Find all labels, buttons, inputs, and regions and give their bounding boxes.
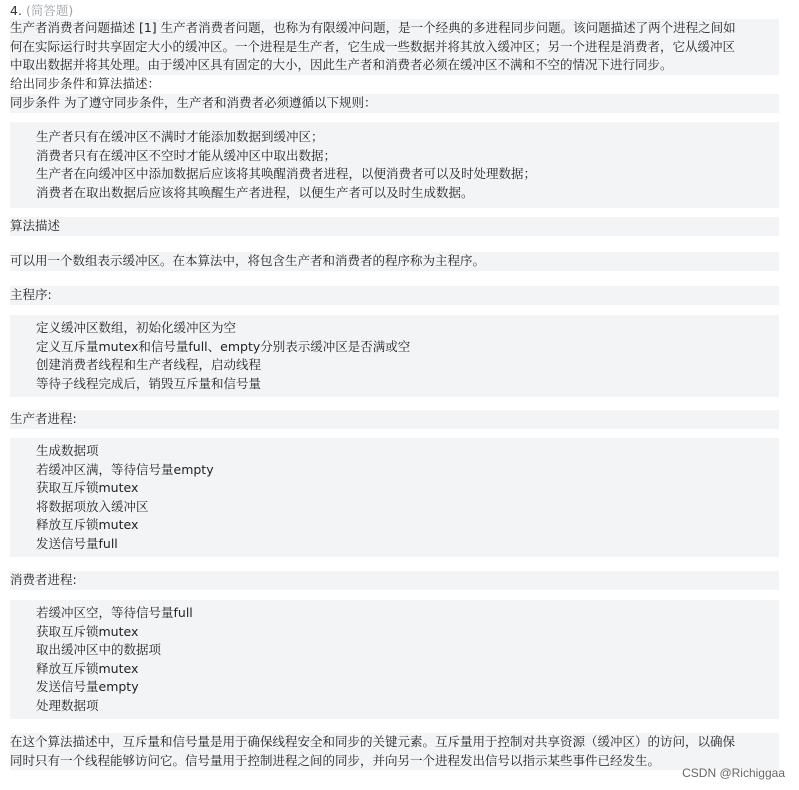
intro-line: 给出同步条件和算法描述： — [10, 75, 161, 91]
conclusion-line: 同时只有一个线程能够访问它。信号量用于控制进程之间的同步，并向另一个进程发出信号以指示某些事件已经发生。 — [10, 752, 661, 768]
intro-paragraph — [10, 19, 779, 75]
intro-line: 何在实际运行时共享固定大小的缓冲区。一个进程是生产者，它生成一些数据并将其放入缓冲区；另一个进程是消费者，它从缓冲区 — [10, 38, 736, 54]
producer-step: 释放互斥锁mutex — [36, 517, 139, 532]
sync-heading: 同步条件 为了遵守同步条件，生产者和消费者必须遵循以下规则： — [10, 94, 779, 113]
consumer-step: 获取互斥锁mutex — [36, 623, 139, 639]
producer-step: 发送信号量full — [36, 535, 118, 551]
main-heading: 主程序: — [10, 286, 779, 305]
main-step: 等待子线程完成后，销毁互斥量和信号量 — [36, 375, 262, 391]
main-step: 创建消费者线程和生产者线程，启动线程 — [36, 357, 262, 372]
algo-description: 可以用一个数组表示缓冲区。在本算法中，将包含生产者和消费者的程序称为主程序。 — [10, 252, 779, 271]
sync-rule: 生产者在向缓冲区中添加数据后应该将其唤醒消费者进程，以便消费者可以及时处理数据； — [36, 166, 537, 181]
main-step: 定义互斥量mutex和信号量full、empty分别表示缓冲区是否满或空 — [36, 338, 411, 354]
consumer-step: 发送信号量empty — [36, 679, 139, 694]
consumer-heading: 消费者进程: — [10, 571, 779, 590]
conclusion-line: 在这个算法描述中，互斥量和信号量是用于确保线程安全和同步的关键元素。互斥量用于控制对共享资源（缓冲区）的访问，以确保 — [10, 734, 736, 749]
consumer-step: 释放互斥锁mutex — [36, 660, 139, 676]
conclusion-paragraph — [10, 733, 779, 770]
question-number: 4. — [10, 3, 22, 18]
sync-rule: 消费者在取出数据后应该将其唤醒生产者进程，以便生产者可以及时生成数据。 — [36, 184, 474, 200]
main-steps-block — [10, 315, 779, 397]
consumer-step: 若缓冲区空，等待信号量full — [36, 605, 193, 620]
sync-rule: 消费者只有在缓冲区不空时才能从缓冲区中取出数据； — [36, 147, 337, 163]
algo-heading: 算法描述 — [10, 217, 779, 236]
producer-step: 将数据项放入缓冲区 — [36, 498, 149, 514]
producer-step: 生成数据项 — [36, 443, 99, 458]
intro-tail — [10, 75, 779, 94]
question-header — [10, 3, 73, 19]
intro-line: 生产者消费者问题描述 [1] 生产者消费者问题，也称为有限缓冲问题，是一个经典的多进程同步问题。该问题描述了两个进程之间如 — [10, 20, 736, 35]
producer-steps-block — [10, 438, 779, 557]
sync-rules-block — [10, 122, 779, 208]
sync-rule: 生产者只有在缓冲区不满时才能添加数据到缓冲区； — [36, 129, 324, 144]
producer-step: 若缓冲区满，等待信号量empty — [36, 461, 214, 477]
main-step: 定义缓冲区数组，初始化缓冲区为空 — [36, 320, 237, 335]
csdn-watermark: CSDN @Richiggaa — [682, 766, 785, 780]
consumer-steps-block — [10, 600, 779, 719]
producer-step: 获取互斥锁mutex — [36, 480, 139, 495]
consumer-step: 处理数据项 — [36, 697, 99, 713]
intro-line: 中取出数据并将其处理。由于缓冲区具有固定的大小，因此生产者和消费者必须在缓冲区不满和不空的情况下进行同步。 — [10, 57, 673, 72]
question-type: (简答题) — [25, 3, 74, 18]
consumer-step: 取出缓冲区中的数据项 — [36, 642, 162, 657]
producer-heading: 生产者进程: — [10, 410, 779, 429]
